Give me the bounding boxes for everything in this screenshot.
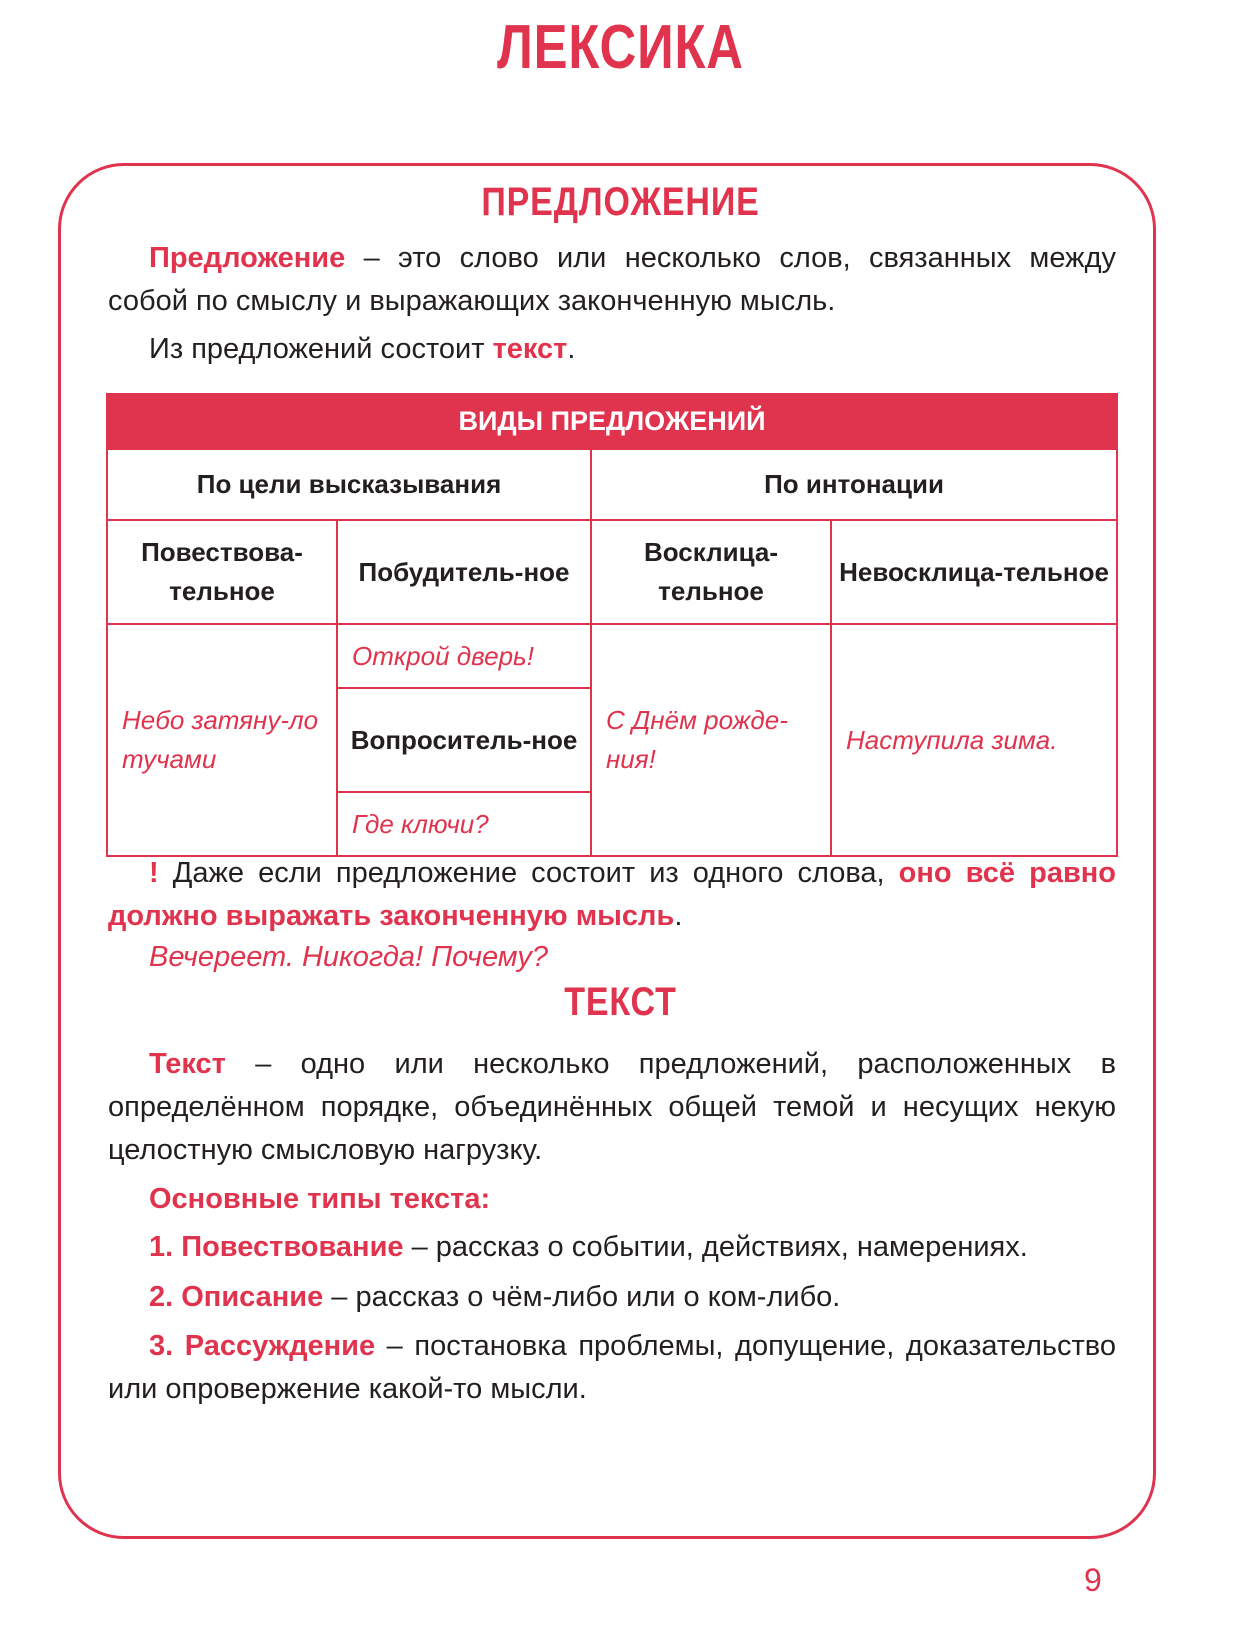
text-type-1-desc: – рассказ о событии, действиях, намерениях. [403, 1231, 1028, 1263]
sentence-definition-text: – это слово или несколько слов, связанных между собой по смыслу и выражающих законченную мысль. [108, 242, 1116, 317]
sentence-definition [108, 237, 1116, 323]
sentence-definition-term: Предложение [149, 242, 346, 274]
note-mark: ! [149, 857, 159, 889]
kind-interrogative: Вопроситель-ное [337, 688, 591, 792]
sentence-types-table [106, 393, 1118, 857]
kind-exclamatory: Восклица-тельное [591, 520, 831, 624]
text-type-3-term: 3. Рассуждение [149, 1330, 376, 1362]
text-composition-end: . [567, 333, 576, 365]
page-title: ЛЕКСИКА [497, 13, 744, 82]
text-types-heading: Основные типы текста: [149, 1183, 491, 1215]
text-definition-text: – одно или несколько предложений, расположенных в определённом порядке, объединённых общей темой и несущих некую целостную смысловую нагрузку. [108, 1048, 1116, 1166]
text-composition-term: текст [492, 333, 568, 365]
text-definition-term: Текст [149, 1048, 226, 1080]
note-text-bold: оно всё равно должно выражать законченную мысль [108, 857, 1117, 932]
group-by-purpose: По цели высказывания [107, 449, 591, 520]
text-composition-line [108, 328, 1116, 371]
example-exclamatory: С Днём рожде-ния! [591, 624, 831, 856]
example-interrogative: Где ключи? [337, 792, 591, 856]
example-imperative: Открой дверь! [337, 624, 591, 688]
kind-imperative: Побудитель-ное [337, 520, 591, 624]
group-by-intonation: По интонации [591, 449, 1117, 520]
text-type-3 [108, 1325, 1116, 1411]
kind-narrative: Повествова-тельное [107, 520, 337, 624]
note-examples: Вечереет. Никогда! Почему? [149, 941, 548, 973]
example-non-exclamatory: Наступила зима. [831, 624, 1117, 856]
text-type-2 [108, 1276, 1116, 1319]
note-text-start: Даже если предложение состоит из одного слова, [158, 857, 899, 889]
kind-non-exclamatory: Невосклица-тельное [831, 520, 1117, 624]
text-type-2-term: 2. Описание [149, 1281, 324, 1313]
sentence-section-title: ПРЕДЛОЖЕНИЕ [481, 180, 760, 224]
text-type-3-desc: – постановка проблемы, допущение, доказательство или опровержение какой-то мысли. [108, 1330, 1117, 1405]
text-type-2-desc: – рассказ о чём-либо или о ком-либо. [323, 1281, 841, 1313]
note-paragraph [108, 852, 1116, 938]
example-narrative: Небо затяну-ло тучами [107, 624, 337, 856]
text-section-title: ТЕКСТ [564, 980, 677, 1024]
table-header: ВИДЫ ПРЕДЛОЖЕНИЙ [107, 394, 1117, 449]
text-definition [108, 1043, 1116, 1172]
note-text-end: . [674, 900, 683, 932]
text-type-1-term: 1. Повествование [149, 1231, 404, 1263]
text-type-1 [108, 1226, 1116, 1269]
page-number: 9 [1084, 1562, 1102, 1598]
text-composition-start: Из предложений состоит [149, 333, 493, 365]
